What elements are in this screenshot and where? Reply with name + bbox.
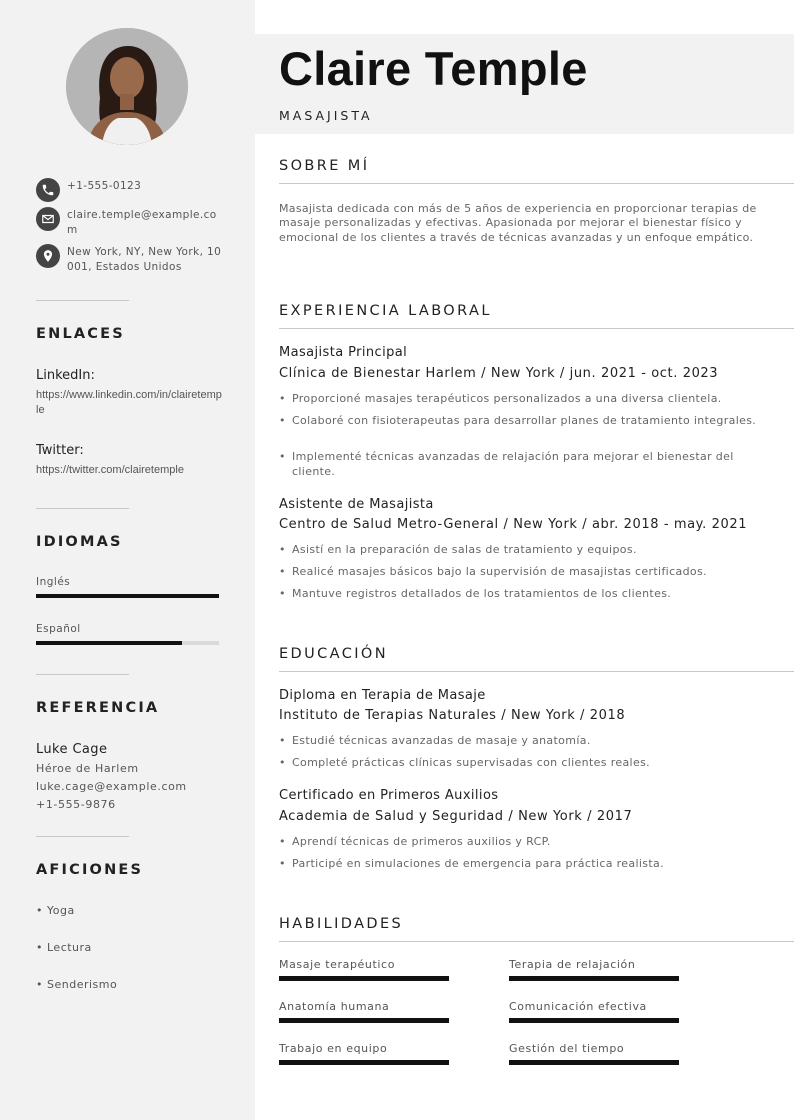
hobbies-heading: AFICIONES — [36, 862, 144, 878]
bullet-dot: • — [279, 857, 286, 870]
job-bullet — [279, 414, 769, 429]
linkedin-label: LinkedIn: — [36, 368, 95, 383]
bullet-dot: • — [279, 835, 286, 848]
job-bullet — [279, 543, 769, 558]
job-bullet — [279, 450, 769, 479]
hobby-item: • Senderismo — [36, 978, 118, 991]
hobby-item: • Lectura — [36, 941, 92, 954]
language-level-fill — [36, 594, 219, 598]
candidate-role: MASAJISTA — [279, 108, 373, 123]
education-bullet — [279, 734, 769, 749]
bullet-dot: • — [279, 756, 286, 769]
skill-level-bar — [279, 1018, 449, 1023]
divider — [36, 836, 129, 837]
bullet-text: Colaboré con fisioterapeutas para desarrollar planes de tratamiento integrales. — [292, 414, 757, 427]
bullet-text: Proporcioné masajes terapéuticos personalizados a una diversa clientela. — [292, 392, 722, 405]
phone-text: +1-555-0123 — [67, 180, 142, 192]
candidate-name: Claire Temple — [279, 42, 588, 95]
divider — [36, 300, 129, 301]
contact-phone — [36, 178, 226, 202]
twitter-label: Twitter: — [36, 443, 84, 458]
bullet-dot: • — [279, 734, 286, 747]
bullet-dot: • — [279, 565, 286, 578]
person-photo-icon — [66, 28, 188, 145]
skill-name: Terapia de relajación — [509, 958, 636, 971]
job-bullet — [279, 565, 769, 580]
job-place: Clínica de Bienestar Harlem / New York / jun. 2021 - oct. 2023 — [279, 366, 719, 381]
email-icon — [36, 207, 60, 231]
education-place: Academia de Salud y Seguridad / New York / 2017 — [279, 809, 633, 824]
section-rule — [279, 941, 794, 942]
bullet-text: Realicé masajes básicos bajo la supervisión de masajistas certificados. — [292, 565, 707, 578]
bullet-dot: • — [279, 450, 286, 463]
language-name: Inglés — [36, 576, 71, 588]
education-title: Certificado en Primeros Auxilios — [279, 788, 499, 803]
skill-level-bar — [509, 1018, 679, 1023]
bullet-text: Mantuve registros detallados de los tratamientos de los clientes. — [292, 587, 672, 600]
phone-icon — [36, 178, 60, 202]
reference-name: Luke Cage — [36, 742, 108, 757]
education-place: Instituto de Terapias Naturales / New York / 2018 — [279, 708, 626, 723]
skill-level-bar — [279, 976, 449, 981]
job-title: Masajista Principal — [279, 345, 408, 360]
linkedin-url[interactable]: https://www.linkedin.com/in/clairetemple — [36, 389, 222, 416]
education-title: Diploma en Terapia de Masaje — [279, 688, 486, 703]
twitter-url[interactable]: https://twitter.com/clairetemple — [36, 464, 184, 476]
skill-level-bar — [509, 976, 679, 981]
about-heading: SOBRE MÍ — [279, 158, 370, 174]
education-bullet — [279, 835, 769, 850]
contact-address — [36, 244, 226, 274]
education-heading: EDUCACIÓN — [279, 646, 388, 662]
address-text: New York, NY, New York, 10001, Estados Unidos — [67, 246, 222, 273]
job-bullet — [279, 587, 769, 602]
languages-heading: IDIOMAS — [36, 534, 123, 550]
skill-name: Trabajo en equipo — [279, 1042, 388, 1055]
language-level-bar — [36, 594, 219, 598]
language-level-fill — [36, 641, 182, 645]
location-pin-icon — [36, 244, 60, 268]
email-text[interactable]: claire.temple@example.com — [67, 209, 217, 236]
education-bullet — [279, 756, 769, 771]
language-level-bar — [36, 641, 219, 645]
language-name: Español — [36, 623, 81, 635]
section-rule — [279, 328, 794, 329]
hobby-item: • Yoga — [36, 904, 75, 917]
job-bullet — [279, 392, 769, 407]
reference-phone: +1-555-9876 — [36, 798, 116, 811]
bullet-text: Aprendí técnicas de primeros auxilios y RCP. — [292, 835, 551, 848]
bullet-text: Participé en simulaciones de emergencia para práctica realista. — [292, 857, 664, 870]
bullet-dot: • — [279, 414, 286, 427]
job-title: Asistente de Masajista — [279, 497, 434, 512]
skill-name: Masaje terapéutico — [279, 958, 396, 971]
reference-heading: REFERENCIA — [36, 700, 160, 716]
reference-title: Héroe de Harlem — [36, 762, 139, 775]
profile-photo — [66, 28, 188, 145]
bullet-dot: • — [279, 392, 286, 405]
bullet-text: Completé prácticas clínicas supervisadas con clientes reales. — [292, 756, 650, 769]
job-place: Centro de Salud Metro-General / New York / abr. 2018 - may. 2021 — [279, 517, 748, 532]
bullet-dot: • — [279, 587, 286, 600]
section-rule — [279, 183, 794, 184]
section-rule — [279, 671, 794, 672]
bullet-text: Estudié técnicas avanzadas de masaje y anatomía. — [292, 734, 591, 747]
skill-level-bar — [279, 1060, 449, 1065]
divider — [36, 674, 129, 675]
contact-email — [36, 207, 226, 237]
skill-name: Anatomía humana — [279, 1000, 390, 1013]
skill-name: Gestión del tiempo — [509, 1042, 625, 1055]
experience-heading: EXPERIENCIA LABORAL — [279, 303, 492, 319]
bullet-text: Asistí en la preparación de salas de tratamiento y equipos. — [292, 543, 637, 556]
skill-name: Comunicación efectiva — [509, 1000, 647, 1013]
bullet-dot: • — [279, 543, 286, 556]
divider — [36, 508, 129, 509]
skills-heading: HABILIDADES — [279, 916, 404, 932]
links-heading: ENLACES — [36, 326, 125, 342]
skill-level-bar — [509, 1060, 679, 1065]
education-bullet — [279, 857, 769, 872]
about-text: Masajista dedicada con más de 5 años de experiencia en proporcionar terapias de masaje personalizadas y efectivas. Apasionada por mejorar el bienestar físico y emocional de los clientes a través de técnicas avanzadas y un enfoque empático. — [279, 202, 757, 244]
reference-email[interactable]: luke.cage@example.com — [36, 780, 187, 793]
bullet-text: Implementé técnicas avanzadas de relajación para mejorar el bienestar del cliente. — [292, 450, 734, 478]
